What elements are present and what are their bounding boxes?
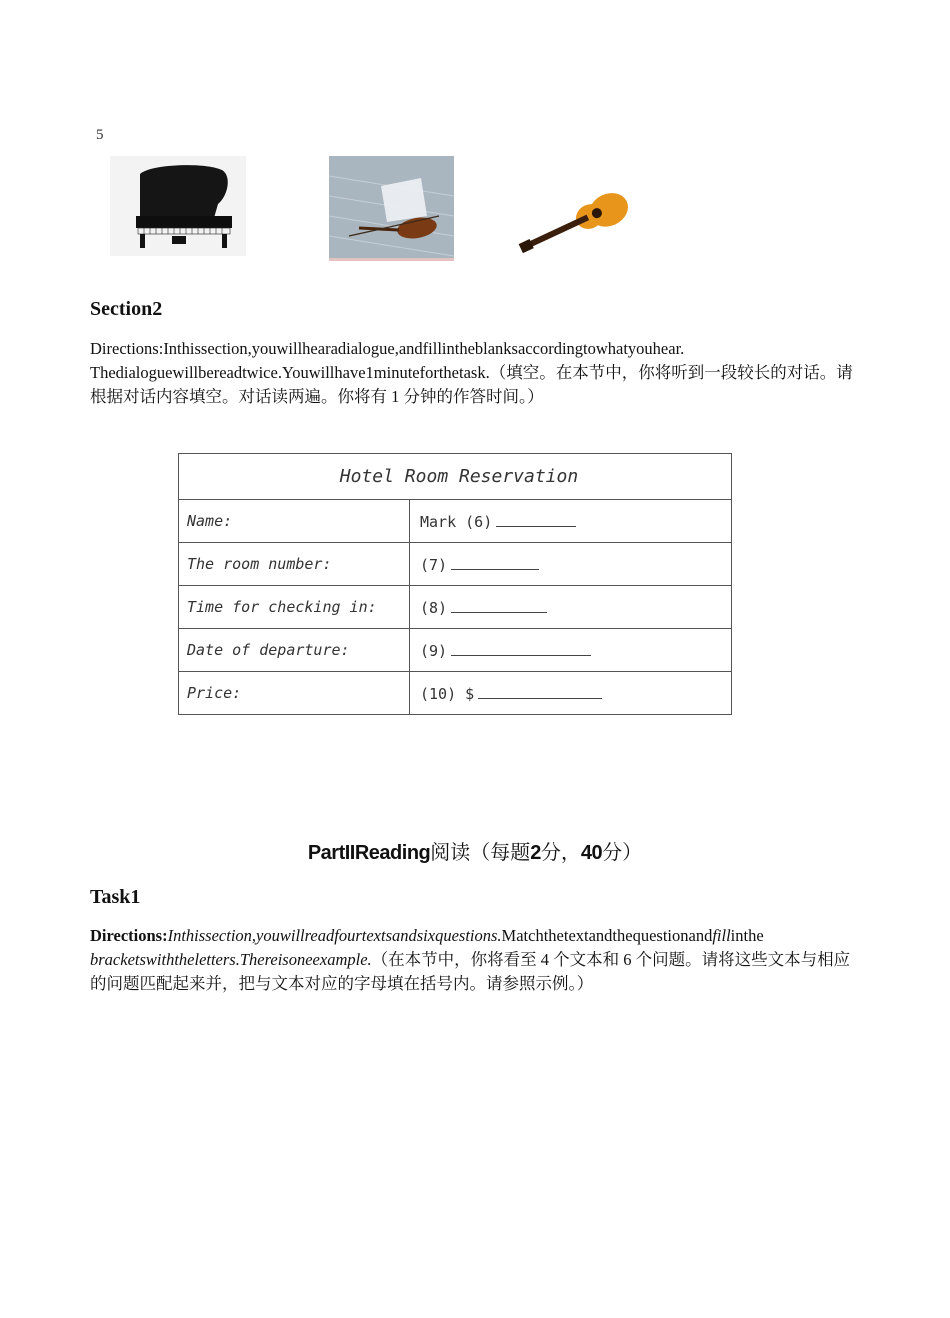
row-prefix: Mark (6) [420, 512, 493, 531]
section2-directions-line1: Directions:Inthissection,youwillhearadialogue,andfillintheblanksaccordingtowhatyouhear. [90, 339, 685, 358]
row-label-room-number: The room number: [179, 543, 410, 586]
answer-cell-6[interactable] [410, 500, 732, 543]
row-prefix: (9) [420, 641, 448, 660]
table-row [179, 500, 732, 543]
part2-heading-cn-2: 分， [540, 842, 581, 864]
row-label-check-in: Time for checking in: [179, 586, 410, 629]
section2-directions [90, 337, 860, 409]
task1-directions-label: Directions: [90, 926, 168, 945]
question-number: 5 [96, 127, 104, 143]
guitar-picture [508, 156, 638, 256]
task1-directions-cn: （在本节中，你将看至 4 个文本和 6 个问题。请将这些文本与相应的问题匹配起来并，把与文本对应的字母填在括号内。请参照示例。） [90, 950, 851, 993]
row-prefix: (7) [420, 555, 448, 574]
answer-cell-8[interactable] [410, 586, 732, 629]
task1-directions-italic-3: bracketswiththeletters.Thereisoneexample. [90, 950, 372, 969]
guitar-icon [508, 156, 638, 256]
part2-heading-en: PartIIReading [307, 842, 431, 864]
part2-heading [0, 836, 950, 865]
section2-directions-line2: Thedialoguewillbereadtwice.Youwillhave1minuteforthetask.（填空。在本节中，你将听到一段较长的对话。请根据对话内容填空。对话读两遍。你将有 1 分钟的作答时间。） [90, 363, 853, 406]
blank-7[interactable] [451, 555, 539, 570]
table-row [179, 629, 732, 672]
task1-directions-plain-1: Matchthetextandthequestionand [501, 926, 713, 945]
violin-picture [329, 156, 454, 261]
task1-directions-italic-2: fill [712, 926, 731, 945]
row-prefix: (10) $ [420, 684, 475, 703]
blank-10[interactable] [478, 684, 602, 699]
part2-heading-cn-1: 阅读（每题 [430, 842, 531, 864]
piano-icon [110, 156, 246, 256]
task1-title: Task1 [90, 886, 141, 908]
row-label-departure: Date of departure: [179, 629, 410, 672]
part2-heading-num-1: 2 [530, 842, 541, 864]
violin-icon [329, 156, 454, 258]
answer-cell-9[interactable] [410, 629, 732, 672]
row-label-name: Name: [179, 500, 410, 543]
task1-directions [90, 924, 865, 996]
table-row [179, 672, 732, 715]
task1-directions-plain-2: inthe [730, 926, 764, 945]
piano-picture [110, 156, 246, 256]
answer-cell-7[interactable] [410, 543, 732, 586]
table-row [179, 586, 732, 629]
section2-title: Section2 [90, 298, 163, 320]
table-title: Hotel Room Reservation [179, 454, 732, 500]
part2-heading-num-2: 40 [580, 842, 603, 864]
table-row [179, 543, 732, 586]
blank-8[interactable] [451, 598, 547, 613]
hotel-reservation-table [178, 453, 732, 715]
blank-9[interactable] [451, 641, 591, 656]
blank-6[interactable] [496, 512, 576, 527]
row-label-price: Price: [179, 672, 410, 715]
answer-cell-10[interactable] [410, 672, 732, 715]
row-prefix: (8) [420, 598, 448, 617]
task1-directions-italic-1: Inthissection,youwillreadfourtextsandsixquestions. [167, 926, 502, 945]
part2-heading-cn-3: 分） [602, 842, 643, 864]
